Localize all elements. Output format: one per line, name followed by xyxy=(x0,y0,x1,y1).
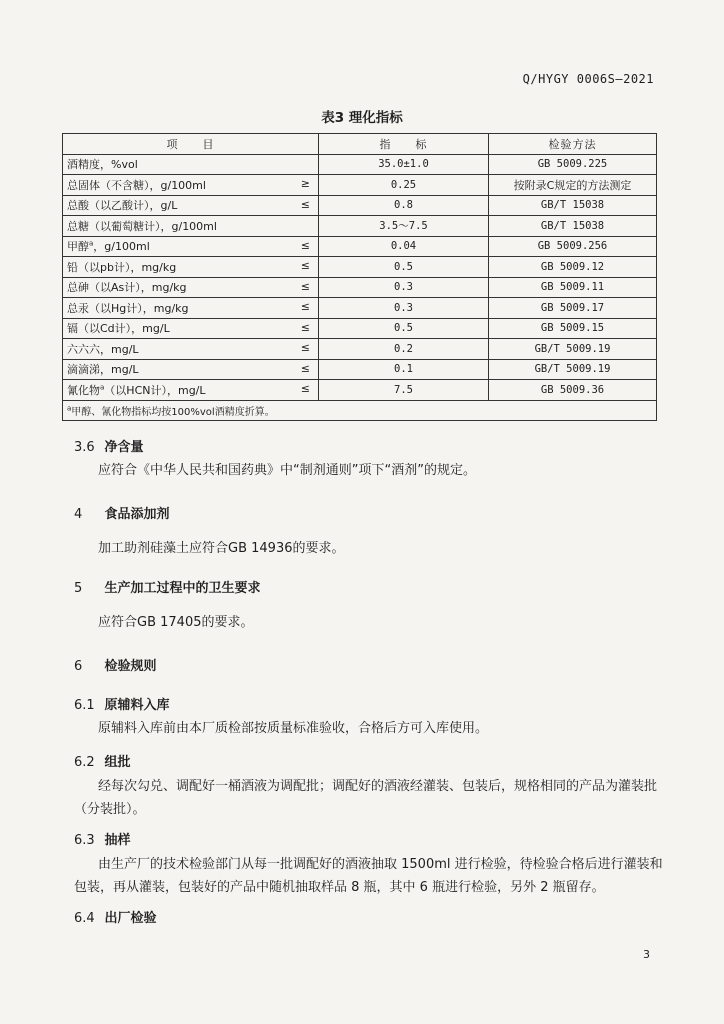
row-value: 0.2 xyxy=(319,339,489,360)
row-item-sup: a xyxy=(100,383,105,392)
section-heading: 6.4 出厂检验 xyxy=(74,911,157,926)
table-row xyxy=(63,380,657,401)
row-value: 35.0±1.0 xyxy=(319,154,489,175)
row-method: GB/T 5009.19 xyxy=(489,339,657,360)
row-method: GB 5009.12 xyxy=(489,257,657,278)
row-item: 酒精度，%vol xyxy=(63,154,319,175)
row-value: 7.5 xyxy=(319,380,489,401)
note-text: 甲醇、氰化物指标均按100%vol酒精度折算。 xyxy=(71,406,275,418)
section-text: 经每次勾兑、调配好一桶酒液为调配批；调配好的酒液经灌装、包装后，规格相同的产品为灌装批（分装批）。 xyxy=(74,779,658,817)
table-row xyxy=(63,216,657,237)
table-row xyxy=(63,175,657,196)
table-note-row xyxy=(63,400,657,421)
section-heading: 3.6 净含量 xyxy=(74,440,144,455)
row-operator: ≤ xyxy=(300,300,310,313)
section-text: 由生产厂的技术检验部门从每一批调配好的酒液抽取 1500ml 进行检验，待检验合格后进行灌装和包装，再从灌装，包装好的产品中随机抽取样品 8 瓶，其中 6 瓶进行检验，另外 2 瓶留存。 xyxy=(74,857,663,895)
page-number: 3 xyxy=(643,948,650,961)
row-item: 总砷（以As计），mg/kg ≤ xyxy=(63,277,319,298)
physicochemical-table xyxy=(62,133,657,421)
row-operator: ≤ xyxy=(300,238,310,252)
row-item: 六六六，mg/L ≤ xyxy=(63,339,319,360)
section-text: 原辅料入库前由本厂质检部按质量标准验收，合格后方可入库使用。 xyxy=(98,721,489,736)
row-method: GB 5009.15 xyxy=(489,318,657,339)
row-method: GB 5009.11 xyxy=(489,277,657,298)
header-item: 项 目 xyxy=(63,134,319,155)
row-operator: ≤ xyxy=(300,259,310,272)
row-method: GB/T 15038 xyxy=(489,195,657,216)
section-heading: 6.1 原辅料入库 xyxy=(74,698,170,713)
row-operator: ≤ xyxy=(300,361,310,375)
row-value: 0.25 xyxy=(319,175,489,196)
section-heading: 5 生产加工过程中的卫生要求 xyxy=(74,581,261,596)
row-item: 滴滴涕，mg/L ≤ xyxy=(63,359,319,380)
row-item: 总汞（以Hg计），mg/kg ≤ xyxy=(63,298,319,319)
row-method: GB/T 15038 xyxy=(489,216,657,237)
table-row xyxy=(63,195,657,216)
row-value: 0.5 xyxy=(319,318,489,339)
row-operator: ≤ xyxy=(300,341,310,354)
row-method: GB 5009.256 xyxy=(489,236,657,257)
table-row xyxy=(63,257,657,278)
row-value: 0.3 xyxy=(319,298,489,319)
section-text: 应符合GB 17405的要求。 xyxy=(98,615,254,630)
row-value: 0.8 xyxy=(319,195,489,216)
row-item: 铅（以pb计），mg/kg ≤ xyxy=(63,257,319,278)
table-note xyxy=(63,400,657,421)
row-item: 总酸（以乙酸计），g/L ≤ xyxy=(63,195,319,216)
row-item: 镉（以Cd计），mg/L ≤ xyxy=(63,318,319,339)
row-value: 3.5～7.5 xyxy=(319,216,489,237)
note-sup: a xyxy=(67,404,72,413)
row-method: GB 5009.36 xyxy=(489,380,657,401)
row-value: 0.04 xyxy=(319,236,489,257)
row-method: GB 5009.225 xyxy=(489,154,657,175)
table-row xyxy=(63,318,657,339)
section-heading: 6.2 组批 xyxy=(74,755,131,770)
row-value: 0.5 xyxy=(319,257,489,278)
table-row xyxy=(63,236,657,257)
row-operator: ≤ xyxy=(300,279,310,293)
row-method: GB 5009.17 xyxy=(489,298,657,319)
row-operator: ≤ xyxy=(300,197,310,211)
section-text: 加工助剂硅藻土应符合GB 14936的要求。 xyxy=(98,541,345,556)
row-value: 0.3 xyxy=(319,277,489,298)
table-row xyxy=(63,154,657,175)
table-title: 表3 理化指标 xyxy=(321,110,403,126)
header-value: 指 标 xyxy=(319,134,489,155)
row-item: 总固体（不含糖），g/100ml ≥ xyxy=(63,175,319,196)
table-row xyxy=(63,298,657,319)
row-method: GB/T 5009.19 xyxy=(489,359,657,380)
row-operator: ≥ xyxy=(300,177,310,190)
section-heading: 4 食品添加剂 xyxy=(74,507,170,522)
row-method: 按附录C规定的方法测定 xyxy=(489,175,657,196)
header-method: 检验方法 xyxy=(489,134,657,155)
row-item: 甲醇$^a$，g/100ml ≤ xyxy=(63,236,319,257)
row-value: 0.1 xyxy=(319,359,489,380)
row-item-sup: a xyxy=(89,239,94,248)
table-row xyxy=(63,339,657,360)
row-operator: ≤ xyxy=(300,382,310,395)
row-operator: ≤ xyxy=(300,320,310,334)
table-row xyxy=(63,277,657,298)
section-heading: 6.3 抽样 xyxy=(74,833,131,848)
row-item: 总糖（以葡萄糖计），g/100ml xyxy=(63,216,319,237)
table-header-row xyxy=(63,134,657,155)
document-code: Q/HYGY 0006S—2021 xyxy=(522,72,654,86)
section-heading: 6 检验规则 xyxy=(74,659,157,674)
section-text: 应符合《中华人民共和国药典》中“制剂通则”项下“酒剂”的规定。 xyxy=(98,463,476,478)
row-item: 氰化物$^a$（以HCN计），mg/L ≤ xyxy=(63,380,319,401)
table-row xyxy=(63,359,657,380)
